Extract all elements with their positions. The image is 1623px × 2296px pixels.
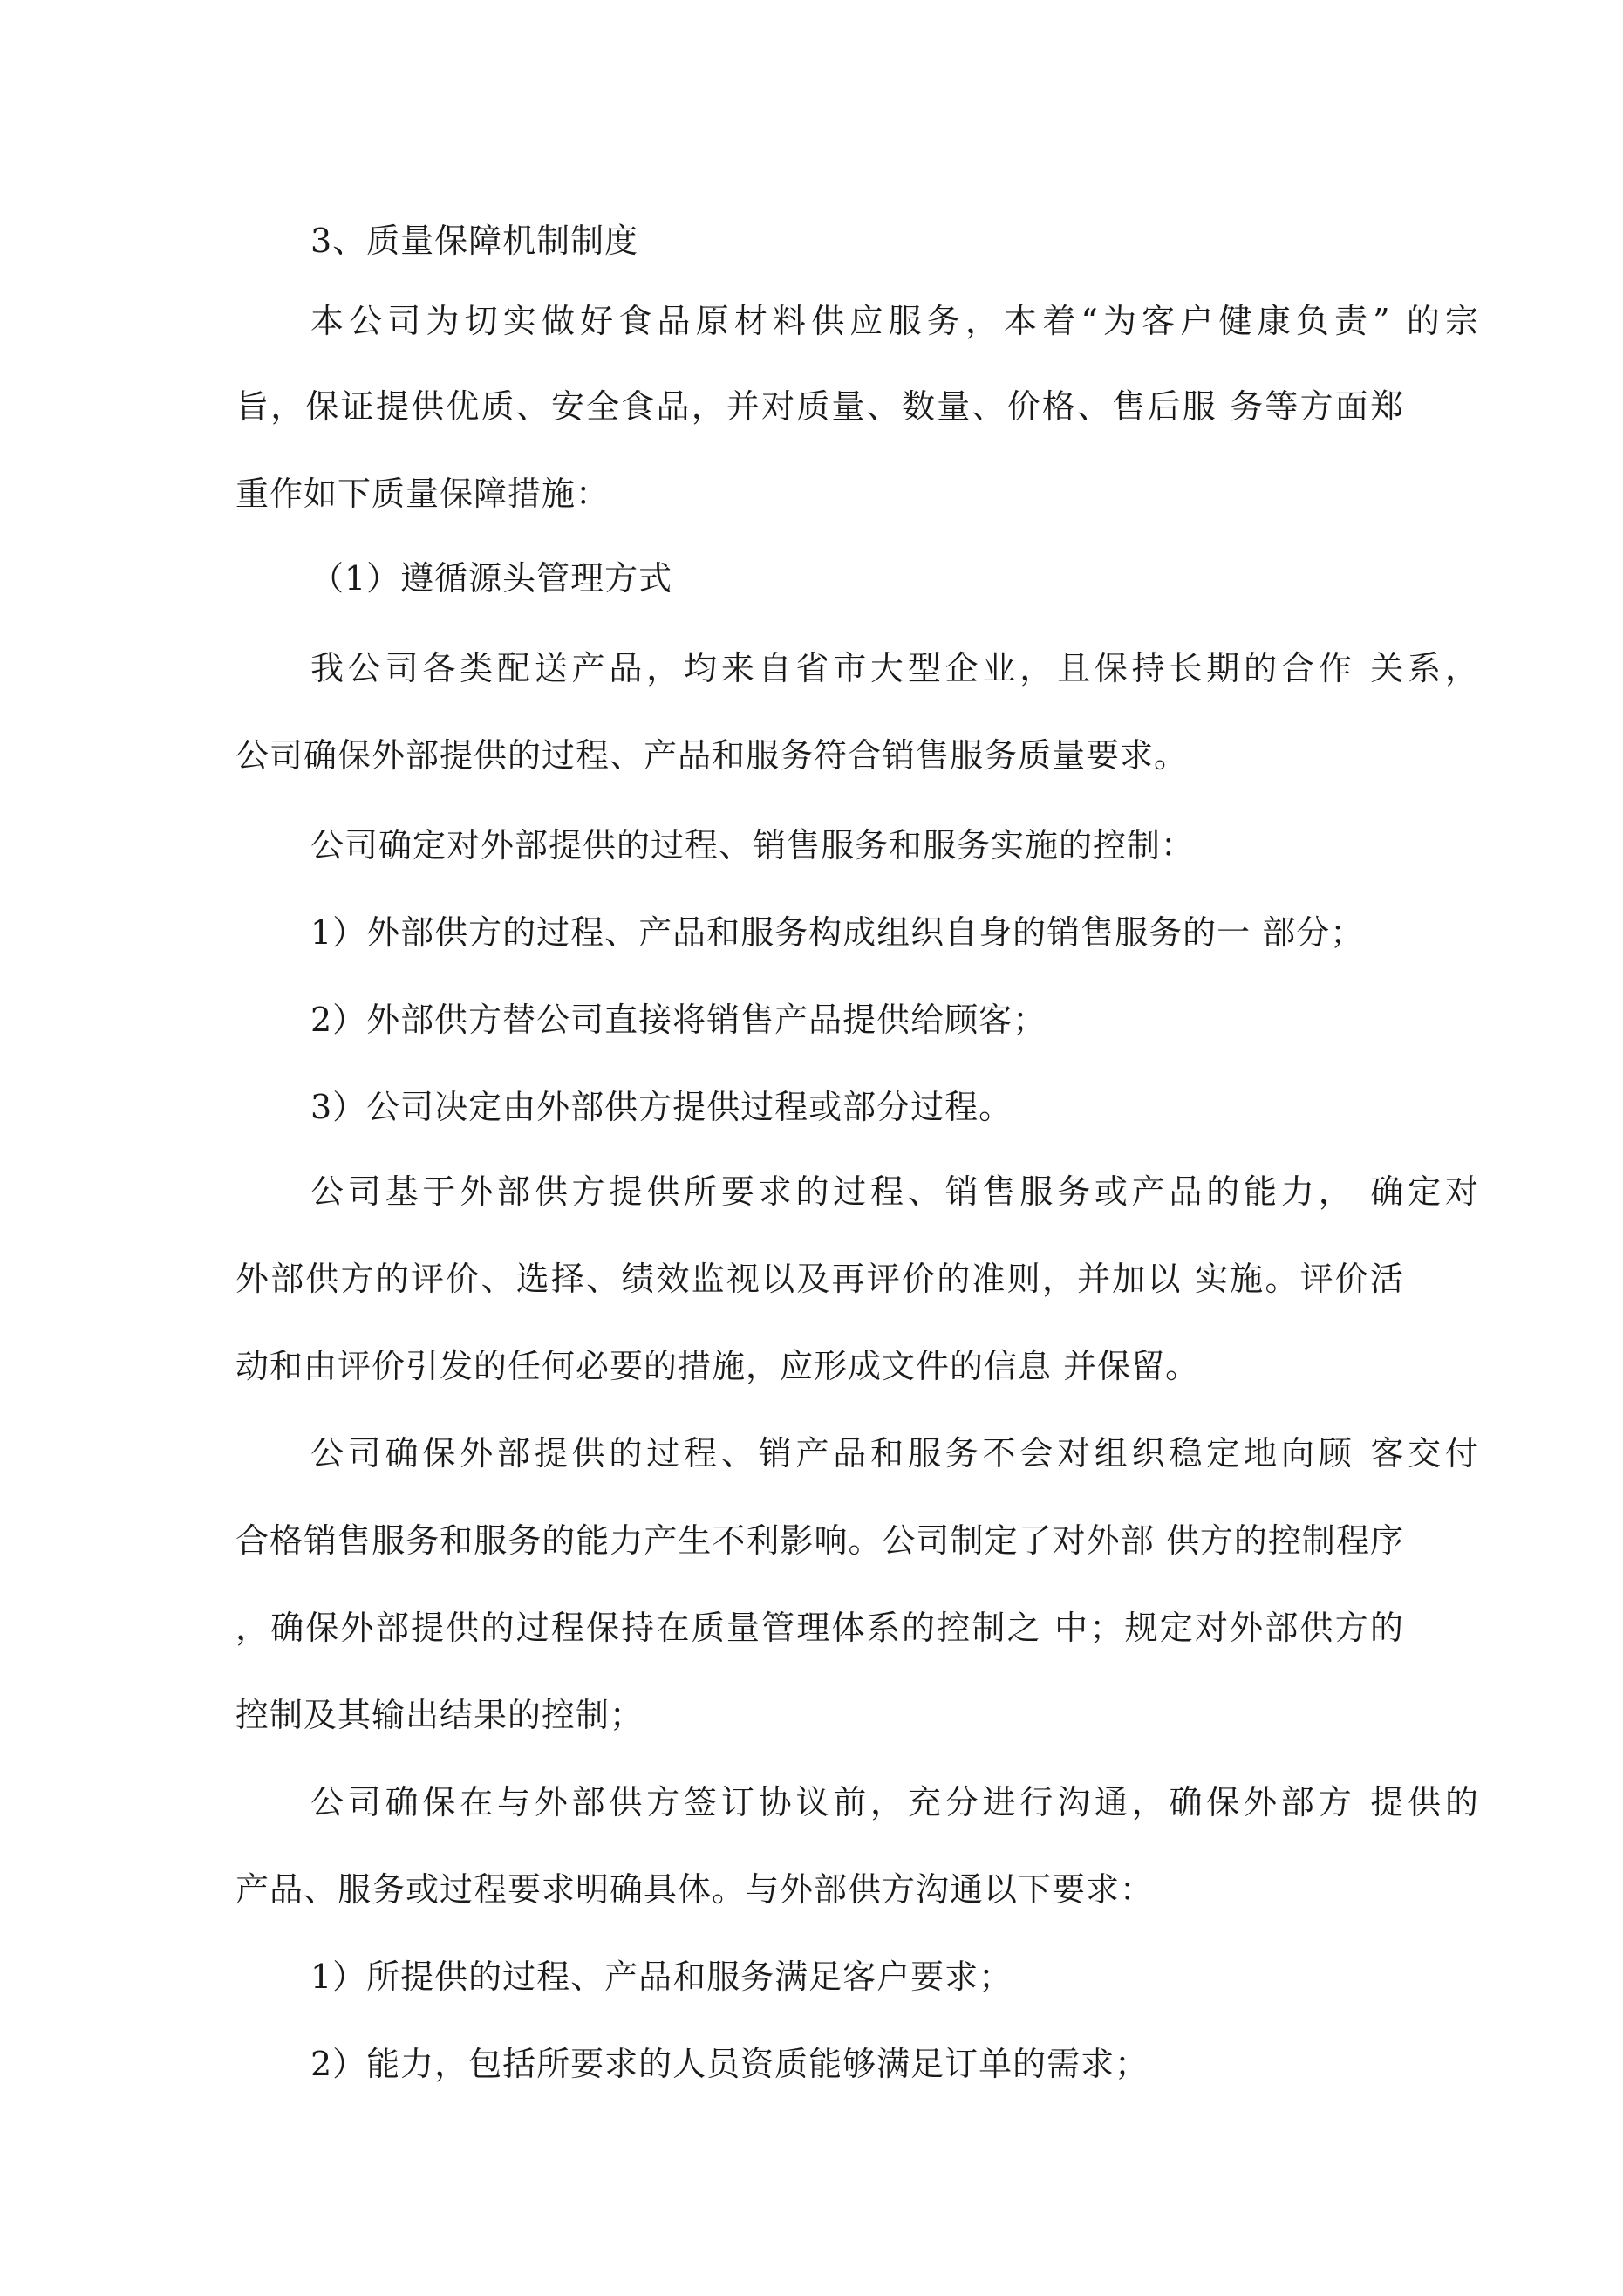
list-item: 1）外部供方的过程、产品和服务构成组织自身的销售服务的一 部分； bbox=[310, 913, 1365, 952]
list-item: 2）能力，包括所要求的人员资质能够满足订单的需求； bbox=[310, 2045, 1149, 2083]
list-item: 2）外部供方替公司直接将销售产品提供给顾客； bbox=[310, 1001, 1047, 1039]
paragraph-line: 外部供方的评价、选择、绩效监视以及再评价的准则，并加以 实施。评价活 bbox=[235, 1260, 1404, 1298]
paragraph-line: 动和由评价引发的任何必要的措施，应形成文件的信息 并保留。 bbox=[235, 1347, 1200, 1385]
paragraph-line: 公司确保外部提供的过程、产品和服务符合销售服务质量要求。 bbox=[235, 736, 1189, 775]
paragraph-line: 公司确保外部提供的过程、销产品和服务不会对组织稳定地向顾 客交付 bbox=[310, 1434, 1479, 1473]
paragraph-line: 公司基于外部供方提供所要求的过程、销售服务或产品的能力， 确定对 bbox=[310, 1172, 1479, 1211]
list-item: 1）所提供的过程、产品和服务满足客户要求； bbox=[310, 1958, 1013, 1996]
paragraph-line: 我公司各类配送产品，均来自省市大型企业，且保持长期的合作 关系， bbox=[310, 649, 1479, 687]
paragraph-line: 本公司为切实做好食品原材料供应服务，本着“为客户健康负责” 的宗 bbox=[310, 302, 1479, 340]
paragraph-line: 旨，保证提供优质、安全食品，并对质量、数量、价格、售后服 务等方面郑 bbox=[235, 387, 1404, 426]
paragraph-line: 公司确保在与外部供方签订协议前，充分进行沟通，确保外部方 提供的 bbox=[310, 1783, 1479, 1821]
subsection-heading: （1）遵循源头管理方式 bbox=[310, 559, 673, 598]
paragraph-line: 控制及其输出结果的控制； bbox=[235, 1696, 644, 1734]
paragraph-line: 公司确定对外部提供的过程、销售服务和服务实施的控制： bbox=[310, 826, 1196, 864]
section-heading: 3、质量保障机制制度 bbox=[310, 222, 639, 260]
list-item: 3）公司决定由外部供方提供过程或部分过程。 bbox=[310, 1088, 1013, 1126]
paragraph-line: 产品、服务或过程要求明确具体。与外部供方沟通以下要求： bbox=[235, 1870, 1155, 1909]
paragraph-line: ，确保外部提供的过程保持在质量管理体系的控制之 中；规定对外部供方的 bbox=[235, 1609, 1404, 1647]
paragraph-line: 合格销售服务和服务的能力产生不利影响。公司制定了对外部 供方的控制程序 bbox=[235, 1521, 1404, 1560]
paragraph-line: 重作如下质量保障措施： bbox=[235, 475, 610, 513]
